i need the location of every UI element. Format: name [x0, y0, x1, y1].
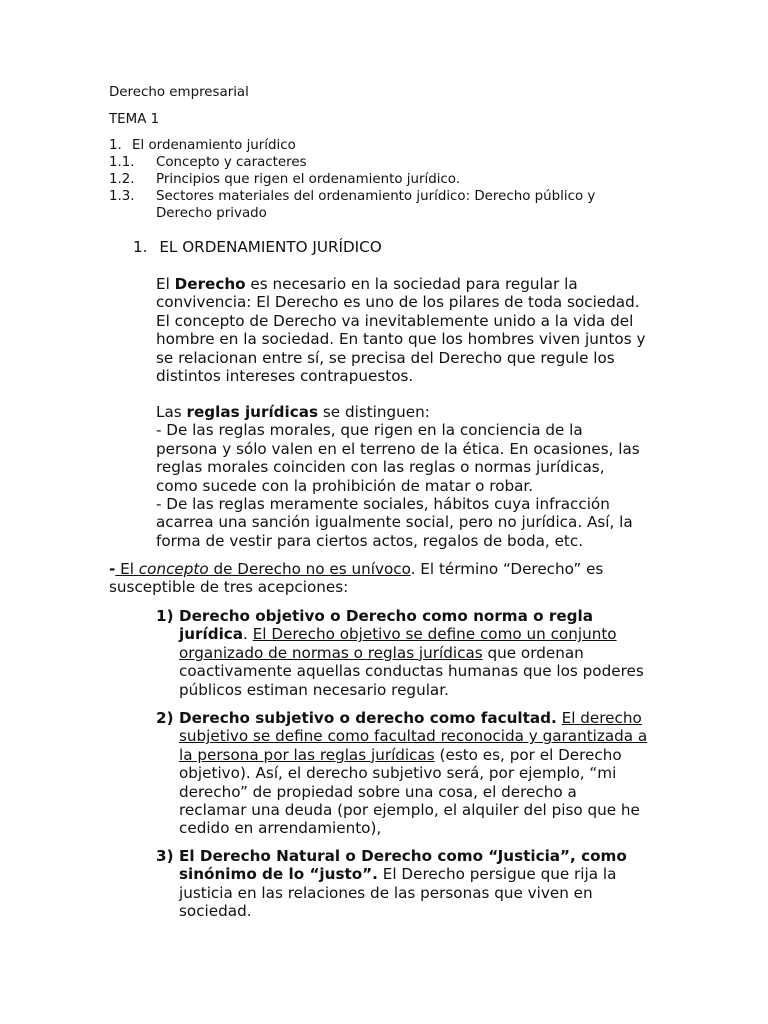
toc-item [109, 154, 135, 171]
item-number: 3) [156, 847, 174, 865]
item-line: reclamar una deuda (por ejemplo, el alquiler del piso que he [179, 801, 640, 820]
paragraph-line: susceptible de tres acepciones: [109, 578, 349, 597]
bold-term: El Derecho Natural o Derecho como “Justicia”, como [179, 847, 627, 865]
numbered-item [156, 607, 644, 699]
dash: - [109, 560, 116, 578]
paragraph-line [109, 560, 603, 578]
paragraph-line: forma de vestir para ciertos actos, regalos de boda, etc. [156, 531, 584, 550]
text: . [243, 625, 253, 644]
toc-number: 1.1. [109, 155, 135, 170]
paragraph-line: convivencia: El Derecho es uno de los pilares de toda sociedad. [156, 293, 640, 312]
paragraph-line: como sucede con la prohibición de matar o robar. [156, 476, 534, 495]
underlined-text: la persona por las reglas jurídicas [179, 745, 435, 764]
italic-term: concepto [138, 560, 209, 578]
text: (esto es, por el Derecho [434, 745, 622, 764]
item-line: cedido en arrendamiento), [179, 819, 382, 838]
item-line [179, 644, 644, 662]
toc-text: Concepto y caracteres [156, 155, 307, 170]
document-tema: TEMA 1 [109, 112, 160, 127]
item-number: 2) [156, 709, 174, 727]
text: se distinguen: [318, 403, 430, 421]
item-line: públicos estiman necesario regular. [179, 680, 449, 699]
section-number: 1. [133, 238, 148, 256]
item-line [179, 865, 627, 883]
bold-term: Derecho subjetivo o derecho como facultad. [179, 709, 557, 727]
paragraph-line: reglas morales coinciden con las reglas o normas jurídicas, [156, 458, 605, 477]
item-line: justicia en las relaciones de las personas que viven en [179, 883, 593, 902]
paragraph-line: hombre en la sociedad. En tanto que los hombres viven juntos y [156, 330, 646, 349]
text: . El término “Derecho” es [410, 560, 604, 578]
toc-item [109, 171, 135, 188]
paragraph-line: - De las reglas morales, que rigen en la conciencia de la [156, 421, 583, 440]
item-line [179, 709, 647, 727]
section-title: EL ORDENAMIENTO JURÍDICO [159, 238, 382, 256]
paragraph-reglas [156, 403, 640, 550]
item-line [179, 607, 644, 625]
toc-item [109, 188, 135, 205]
toc-number: 1.3. [109, 189, 135, 204]
underlined-text: subjetivo se define como facultad reconocida y garantizada a [179, 727, 648, 746]
paragraph-line: distintos intereses contrapuestos. [156, 367, 414, 386]
text: Las [156, 403, 187, 421]
item-line [179, 746, 647, 764]
paragraph-concepto [109, 560, 603, 597]
item-line [179, 625, 644, 643]
text: es necesario en la sociedad para regular la [245, 275, 578, 293]
paragraph-line: persona y sólo valen en el terreno de la ética. En ocasiones, las [156, 439, 640, 458]
underlined-text: El Derecho objetivo se define como un conjunto [252, 625, 617, 644]
bold-term: jurídica [179, 625, 244, 644]
document-subject: Derecho empresarial [109, 85, 249, 100]
toc-item [109, 137, 296, 154]
text: que ordenan [482, 643, 584, 662]
section-heading [133, 238, 382, 256]
paragraph-line [156, 403, 640, 421]
text: El [115, 560, 139, 578]
paragraph-line [156, 275, 645, 293]
item-line: derecho” de propiedad sobre una cosa, el derecho a [179, 782, 577, 801]
item-line: sociedad. [179, 902, 252, 921]
item-line [179, 847, 627, 865]
paragraph-line: El concepto de Derecho va inevitablemente unido a la vida del [156, 311, 634, 330]
bold-term: Derecho [174, 275, 246, 293]
item-line [179, 727, 647, 745]
text: de Derecho no es unívoco [208, 560, 411, 578]
underlined-text: El derecho [561, 709, 642, 727]
numbered-item [156, 709, 647, 838]
toc-text-continued: Derecho privado [156, 206, 267, 221]
item-line: objetivo). Así, el derecho subjetivo será, por ejemplo, “mi [179, 764, 617, 783]
paragraph-line: acarrea una sanción igualmente social, pero no jurídica. Así, la [156, 513, 633, 532]
paragraph-derecho [156, 275, 645, 385]
numbered-item [156, 847, 627, 921]
bold-term: sinónimo de lo “justo”. [179, 865, 378, 884]
underlined-phrase [115, 560, 410, 578]
text: El Derecho persigue que rija la [377, 865, 617, 884]
paragraph-line: - De las reglas meramente sociales, hábitos cuya infracción [156, 495, 610, 514]
paragraph-line: se relacionan entre sí, se precisa del Derecho que regule los [156, 348, 615, 367]
bold-term: reglas jurídicas [186, 403, 319, 421]
item-line: coactivamente aquellas conductas humanas que los poderes [179, 662, 644, 681]
underlined-text: organizado de normas o reglas jurídicas [179, 643, 483, 662]
toc-text: Principios que rigen el ordenamiento jurídico. [156, 172, 460, 187]
toc-text: Sectores materiales del ordenamiento jurídico: Derecho público y [156, 189, 596, 204]
item-number: 1) [156, 607, 174, 625]
text: El [156, 275, 175, 293]
bold-term: Derecho objetivo o Derecho como norma o regla [179, 607, 594, 625]
toc-number: 1.2. [109, 172, 135, 187]
toc-number: 1. [109, 138, 122, 153]
toc-text: El ordenamiento jurídico [132, 138, 296, 153]
